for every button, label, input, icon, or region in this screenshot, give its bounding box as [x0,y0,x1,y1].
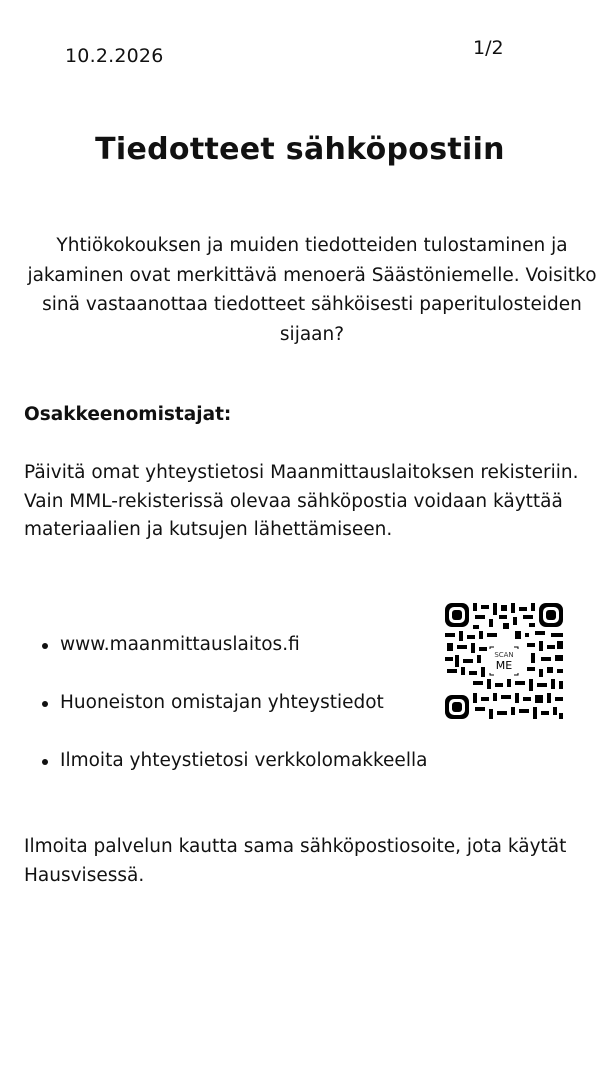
bullet-icon [42,643,48,649]
list-item-owner-contact[interactable] [24,689,427,747]
qr-code-icon[interactable] [443,601,565,721]
qr-me-label: ME [495,659,513,672]
list-item-label: Ilmoita yhteystietosi verkkolomakkeella [60,750,428,771]
page-number: 1/2 [473,37,504,59]
bullet-icon [42,759,48,765]
list-item-label: www.maanmittauslaitos.fi [60,634,300,655]
section-heading: Osakkeenomistajat: [24,404,232,425]
qr-scan-label: SCAN [494,651,514,659]
intro-paragraph: Yhtiökokouksen ja muiden tiedotteiden tulostaminen ja jakaminen ovat merkittävä menoerä Säästöniemelle. Voisitko sinä vastaanottaa tiedotteet sähköisesti paperitulosteiden sijaan? [27,235,597,345]
closing-paragraph: Ilmoita palvelun kautta sama sähköpostiosoite, jota käytät Hausvisessä. [24,836,567,886]
bullet-icon [42,701,48,707]
page-title: Tiedotteet sähköpostiin [95,132,505,167]
list-item-label: Huoneiston omistajan yhteystiedot [60,692,384,713]
instructions-paragraph: Päivitä omat yhteystietosi Maanmittauslaitoksen rekisteriin. Vain MML-rekisterissä olevaa sähköpostia voidaan käyttää materiaalien ja kutsujen lähettämiseen. [24,462,579,540]
list-item-web-form[interactable] [24,747,427,805]
link-list [24,631,427,805]
list-item-website[interactable] [24,631,427,689]
document-date: 10.2.2026 [65,45,164,67]
